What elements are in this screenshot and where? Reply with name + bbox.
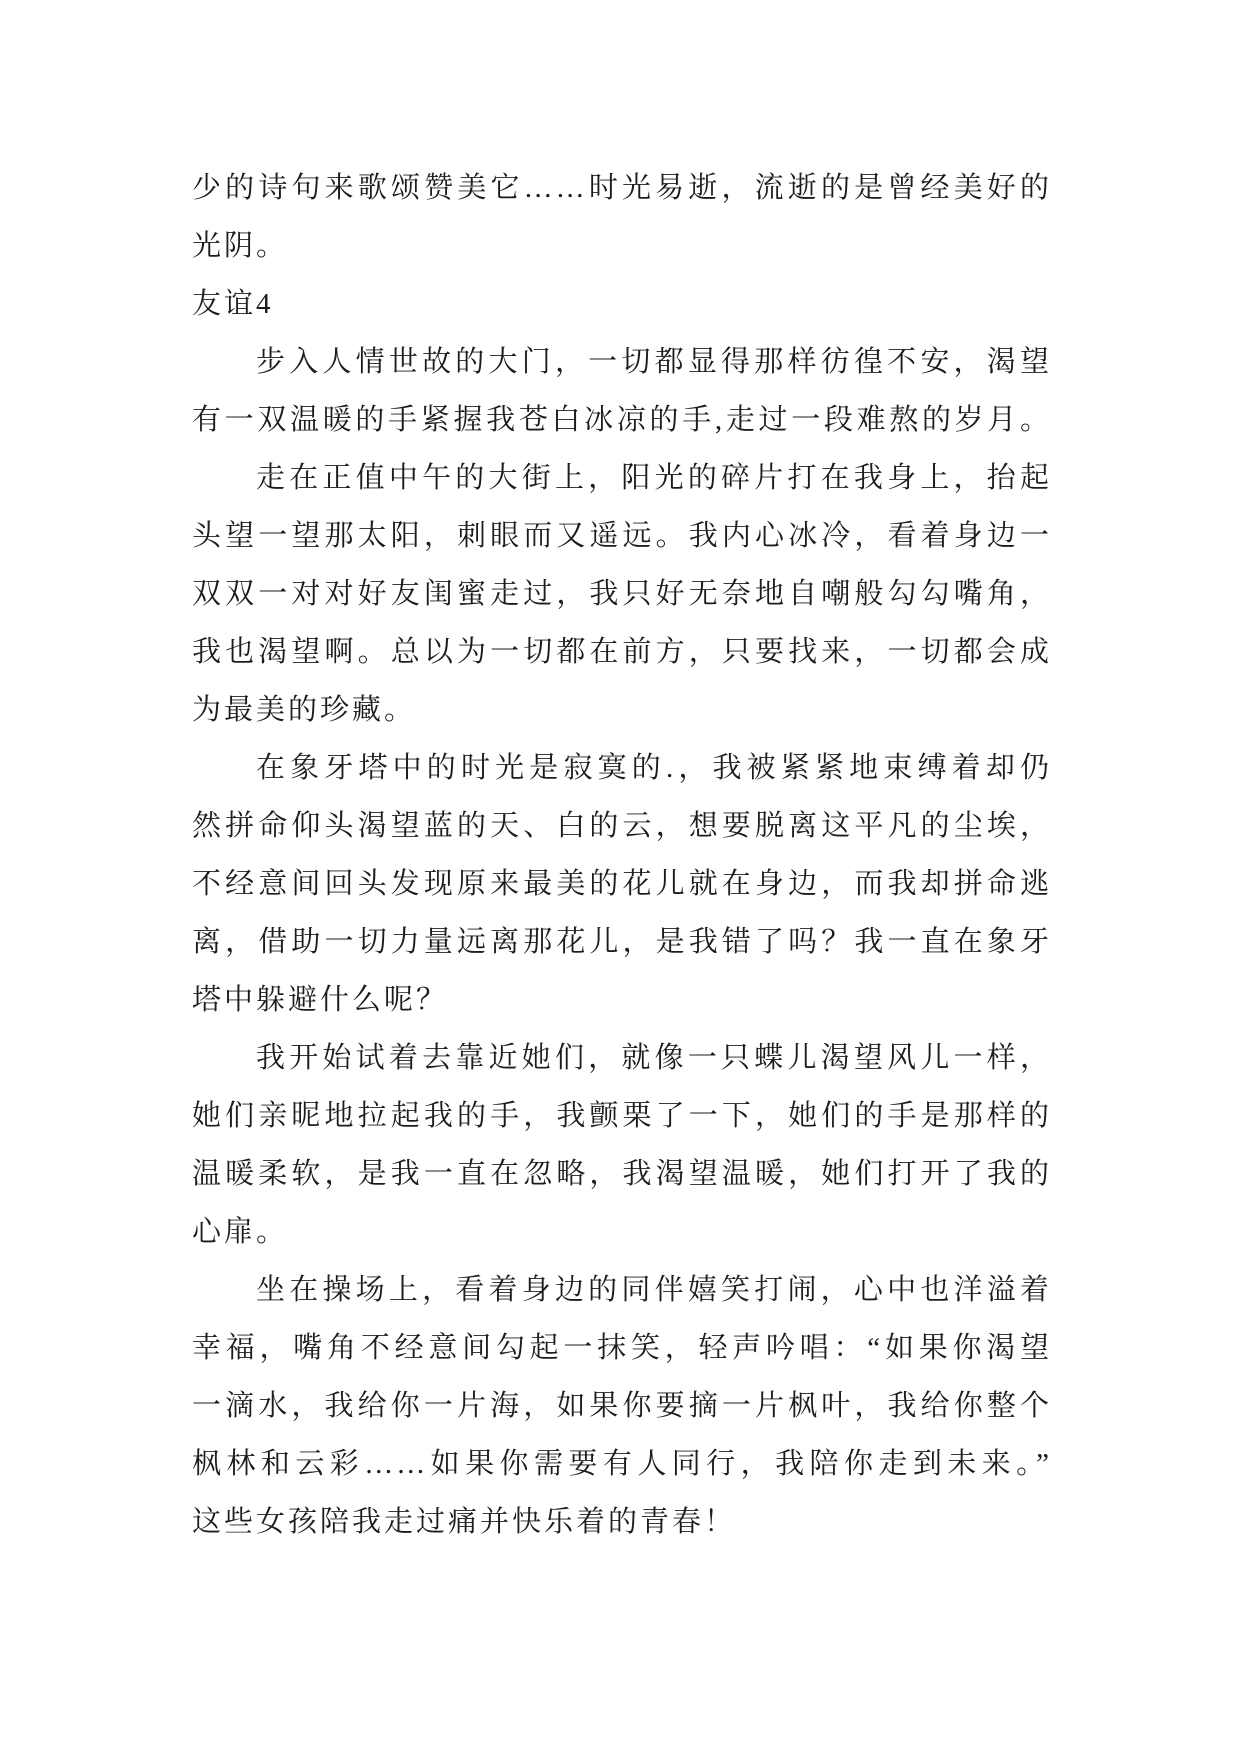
paragraph-line: 走在正值中午的大街上，阳光的碎片打在我身上，抬起 xyxy=(256,462,1052,494)
section-heading: 友谊4 xyxy=(192,288,274,320)
paragraph xyxy=(192,333,1052,449)
paragraph xyxy=(192,1261,1052,1551)
paragraph-line: 我开始试着去靠近她们，就像一只蝶儿渴望风儿一样， xyxy=(256,1042,1052,1074)
paragraph-line: 头望一望那太阳，刺眼而又遥远。我内心冰冷，看着身边一 xyxy=(192,520,1052,552)
paragraph-line: 她们亲昵地拉起我的手，我颤栗了一下，她们的手是那样的 xyxy=(192,1100,1052,1132)
paragraph-line: 塔中躲避什么呢？ xyxy=(192,984,449,1016)
paragraph-line: 心扉。 xyxy=(192,1216,289,1248)
paragraph-line: 温暖柔软，是我一直在忽略，我渴望温暖，她们打开了我的 xyxy=(192,1158,1052,1190)
paragraph-line: 一滴水，我给你一片海，如果你要摘一片枫叶，我给你整个 xyxy=(192,1390,1052,1422)
paragraph-line: 少的诗句来歌颂赞美它……时光易逝，流逝的是曾经美好的 xyxy=(192,172,1052,204)
paragraph-line: 离，借助一切力量远离那花儿，是我错了吗？我一直在象牙 xyxy=(192,926,1052,958)
paragraph-line: 光阴。 xyxy=(192,230,289,262)
paragraph-line: 双双一对对好友闺蜜走过，我只好无奈地自嘲般勾勾嘴角， xyxy=(192,578,1052,610)
paragraph-line: 枫林和云彩……如果你需要有人同行，我陪你走到未来。” xyxy=(192,1448,1052,1480)
paragraph-line: 然拼命仰头渴望蓝的天、白的云，想要脱离这平凡的尘埃， xyxy=(192,810,1052,842)
document-body xyxy=(192,159,1052,1551)
paragraph-line: 为最美的珍藏。 xyxy=(192,694,417,726)
paragraph-line: 坐在操场上，看着身边的同伴嬉笑打闹，心中也洋溢着 xyxy=(256,1274,1052,1306)
paragraph-line: 步入人情世故的大门，一切都显得那样彷徨不安，渴望 xyxy=(256,346,1052,378)
paragraph-line: 幸福，嘴角不经意间勾起一抹笑，轻声吟唱：“如果你渴望 xyxy=(192,1332,1052,1364)
paragraph-line: 在象牙塔中的时光是寂寞的.，我被紧紧地束缚着却仍 xyxy=(256,752,1052,784)
paragraph xyxy=(192,1029,1052,1261)
paragraph-line: 有一双温暖的手紧握我苍白冰凉的手,走过一段难熬的岁月。 xyxy=(192,404,1052,436)
paragraph-line: 不经意间回头发现原来最美的花儿就在身边，而我却拼命逃 xyxy=(192,868,1052,900)
paragraph-line: 这些女孩陪我走过痛并快乐着的青春！ xyxy=(192,1506,737,1538)
paragraph xyxy=(192,739,1052,1029)
paragraph xyxy=(192,449,1052,739)
paragraph-line: 我也渴望啊。总以为一切都在前方，只要找来，一切都会成 xyxy=(192,636,1052,668)
continued-paragraph xyxy=(192,159,1052,275)
